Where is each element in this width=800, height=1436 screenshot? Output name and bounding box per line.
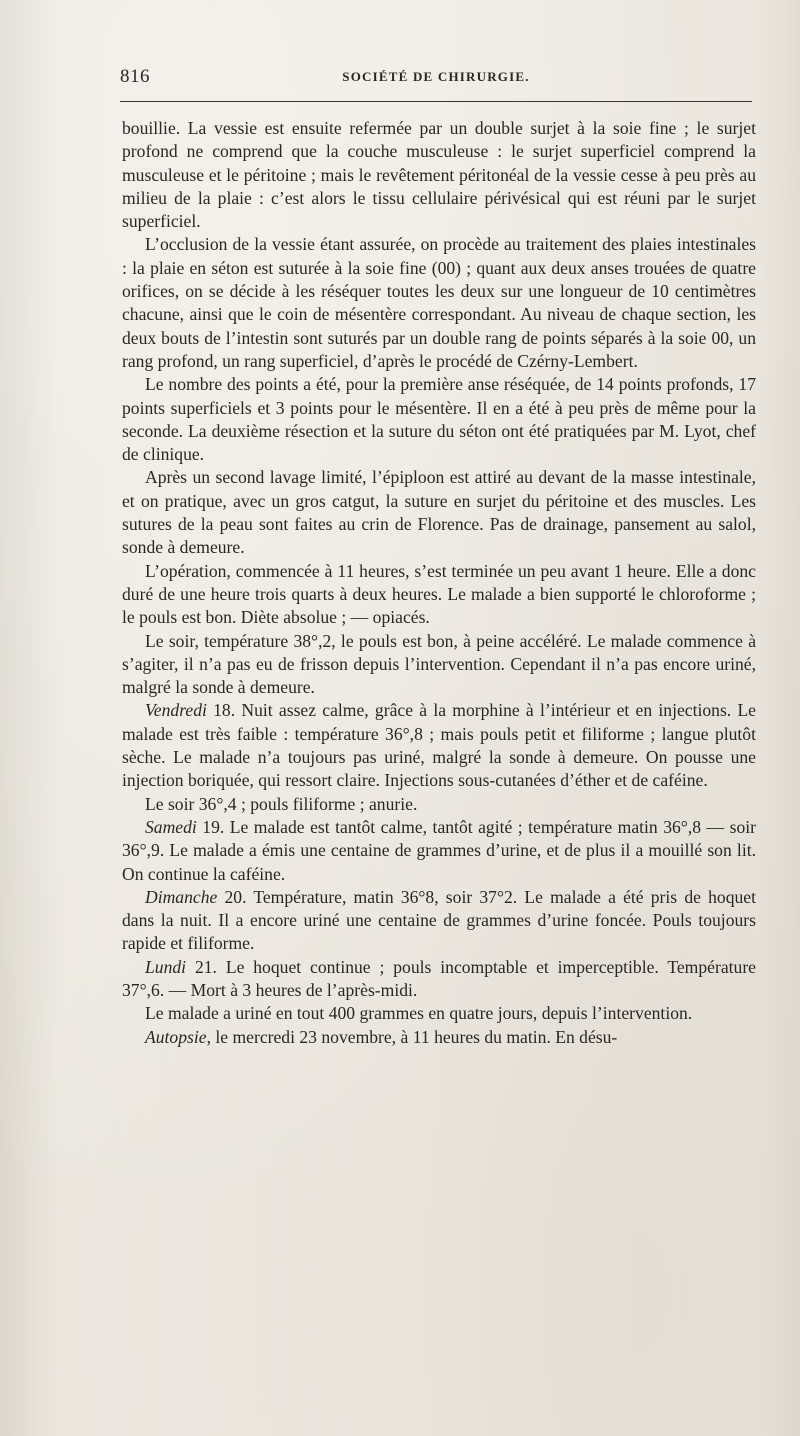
paragraph-text: Le soir, température 38°,2, le pouls est bon, à peine accéléré. Le malade commence à s’agiter, il n’a pas eu de frisson depuis l’intervention. Cependant il n’a pas encore uriné, malgré la sonde à demeure. bbox=[122, 630, 756, 698]
paragraph bbox=[122, 630, 756, 700]
paragraph-text: Le nombre des points a été, pour la première anse réséquée, de 14 points profonds, 17 points superficiels et 3 points pour le mésentère. Il en a été à peu près de même pour la seconde. La deuxième résection et la suture du séton ont été pratiquées par M. Lyot, chef de clinique. bbox=[122, 374, 756, 465]
paragraph-lead: Vendredi bbox=[145, 700, 207, 721]
page-number: 816 bbox=[120, 66, 150, 87]
paragraph bbox=[122, 233, 756, 373]
paragraph-text: Après un second lavage limité, l’épiploon est attiré au devant de la masse intestinale, et on pratique, avec un gros catgut, la suture en surjet du péritoine et des muscles. Les sutures de la peau sont faites au crin de Florence. Pas de drainage, pansement au salol, sonde à demeure. bbox=[122, 467, 756, 558]
paragraph-text: 18. Nuit assez calme, grâce à la morphine à l’intérieur et en injections. Le malade est très faible : température 36°,8 ; mais pouls petit et filiforme ; langue plutôt sèche. Le malade n’a toujours pas uriné, malgré la sonde à demeure. On pousse une injection boriquée, qui ressort claire. Injections sous-cutanées d’éther et de caféine. bbox=[122, 700, 756, 791]
paragraph bbox=[122, 816, 756, 886]
running-title: SOCIÉTÉ DE CHIRURGIE. bbox=[342, 69, 530, 84]
paragraph-text: Le soir 36°,4 ; pouls filiforme ; anurie. bbox=[145, 793, 418, 814]
page-header bbox=[120, 66, 752, 96]
paragraph-lead: Dimanche bbox=[145, 886, 218, 907]
paragraph-text: 20. Température, matin 36°8, soir 37°2. Le malade a été pris de hoquet dans la nuit. Il a encore uriné une centaine de grammes d’urine foncée. Pouls toujours rapide et filiforme. bbox=[122, 886, 756, 954]
paragraph bbox=[122, 466, 756, 559]
paragraph-text: , le mercredi 23 novembre, à 11 heures du matin. En désu- bbox=[206, 1026, 618, 1047]
body-text bbox=[122, 117, 756, 1049]
header-rule bbox=[120, 101, 752, 102]
paragraph bbox=[122, 699, 756, 792]
paragraph-lead: Lundi bbox=[145, 956, 187, 977]
paragraph-text: L’occlusion de la vessie étant assurée, on procède au traitement des plaies intestinales : la plaie en séton est suturée à la soie fine (00) ; quant aux deux anses trouées de quatre orifices, on se décide à les réséquer toutes les deux sur une longueur de 10 centimètres chacune, ainsi que le coin de mésentère correspondant. Au niveau de chaque section, les deux bouts de l’intestin sont suturés par un double rang de points séparés à la soie 00, un rang profond, un rang superficiel, d’après le procédé de Czérny-Lembert. bbox=[122, 234, 756, 371]
paragraph-text: 21. Le hoquet continue ; pouls incomptable et imperceptible. Température 37°,6. — Mort à 3 heures de l’après-midi. bbox=[122, 956, 756, 1000]
paragraph bbox=[122, 373, 756, 466]
paragraph-lead: Samedi bbox=[145, 816, 197, 837]
paragraph-text: L’opération, commencée à 11 heures, s’est terminée un peu avant 1 heure. Elle a donc duré de une heure trois quarts à deux heures. Le malade a bien supporté le chloroforme ; le pouls est bon. Diète absolue ; — opiacés. bbox=[122, 560, 756, 628]
paragraph-text: Le malade a uriné en tout 400 grammes en quatre jours, depuis l’intervention. bbox=[145, 1003, 693, 1024]
paragraph-lead: Autopsie bbox=[145, 1026, 207, 1047]
paragraph bbox=[122, 1002, 756, 1025]
paragraph-text: 19. Le malade est tantôt calme, tantôt agité ; température matin 36°,8 — soir 36°,9. Le malade a émis une centaine de grammes d’urine, et de plus il a mouillé son lit. On continue la caféine. bbox=[122, 816, 756, 884]
paragraph bbox=[122, 560, 756, 630]
paragraph bbox=[122, 793, 756, 816]
paragraph bbox=[122, 956, 756, 1003]
paragraph bbox=[122, 1026, 756, 1049]
paragraph-text: bouillie. La vessie est ensuite refermée par un double surjet à la soie fine ; le surjet profond ne comprend que la couche musculeuse : le surjet superficiel comprend la musculeuse et le péritoine ; mais le revêtement péritonéal de la vessie cesse à peu près au milieu de la plaie : c’est alors le tissu cellulaire périvésical qui est réuni par le surjet superficiel. bbox=[122, 118, 756, 232]
paragraph bbox=[122, 886, 756, 956]
paragraph bbox=[122, 117, 756, 233]
